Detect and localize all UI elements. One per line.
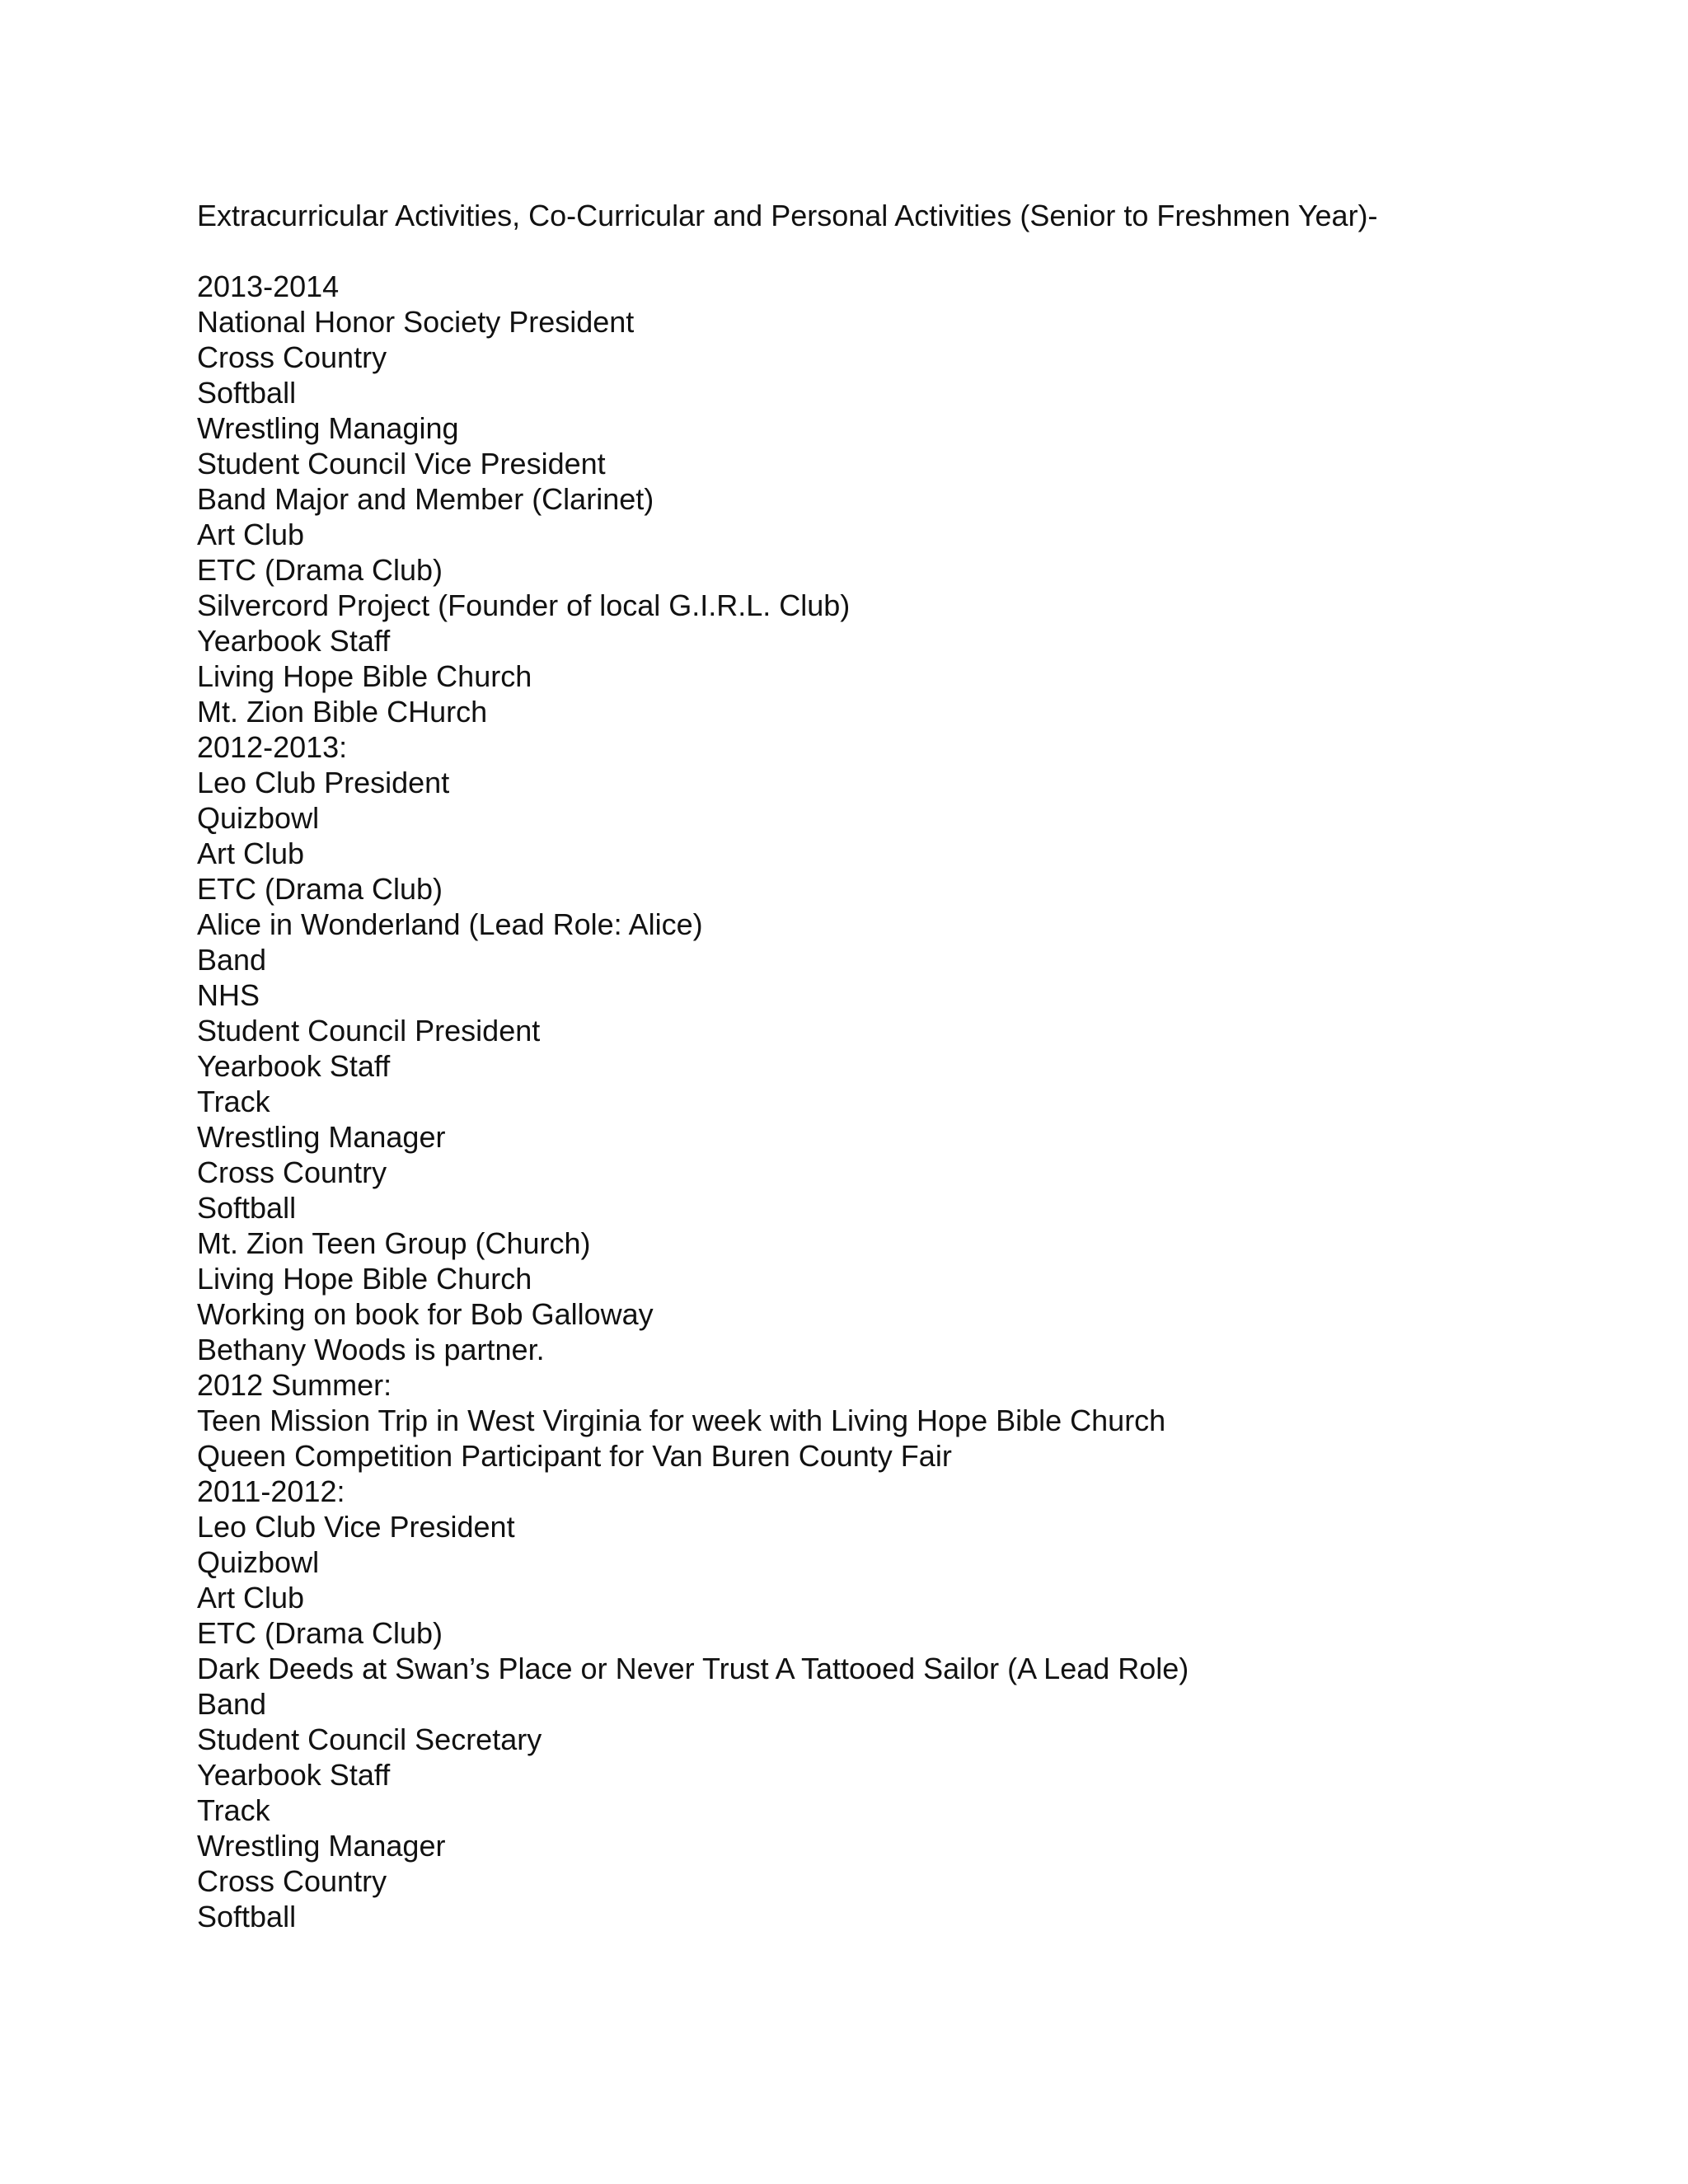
list-item: Band: [197, 1687, 267, 1721]
list-item: Yearbook Staff: [197, 1758, 391, 1792]
list-item: Softball: [197, 1900, 297, 1933]
list-item: Band Major and Member (Clarinet): [197, 482, 654, 516]
list-item: Teen Mission Trip in West Virginia for week with Living Hope Bible Church: [197, 1404, 1166, 1437]
list-item: Cross Country: [197, 1155, 387, 1189]
list-item: Quizbowl: [197, 801, 320, 835]
list-item: Mt. Zion Bible CHurch: [197, 695, 488, 729]
list-item: Dark Deeds at Swan’s Place or Never Trust A Tattooed Sailor (A Lead Role): [197, 1652, 1189, 1685]
list-item: Track: [197, 1085, 270, 1118]
list-item: Wrestling Manager: [197, 1120, 446, 1154]
list-item: Student Council Secretary: [197, 1722, 542, 1756]
list-item: Alice in Wonderland (Lead Role: Alice): [197, 907, 703, 941]
list-item: Working on book for Bob Galloway: [197, 1297, 654, 1331]
list-item: Mt. Zion Teen Group (Church): [197, 1226, 591, 1260]
list-item: Art Club: [197, 1581, 305, 1615]
list-item: Cross Country: [197, 340, 387, 374]
document-body: [197, 198, 1598, 1934]
list-item: 2012 Summer:: [197, 1368, 392, 1402]
list-item: ETC (Drama Club): [197, 553, 443, 587]
list-item: Softball: [197, 1191, 297, 1225]
list-item: Queen Competition Participant for Van Buren County Fair: [197, 1439, 952, 1473]
list-item: Living Hope Bible Church: [197, 1262, 532, 1296]
list-item: Softball: [197, 376, 297, 410]
list-item: Wrestling Manager: [197, 1829, 446, 1863]
list-item: Student Council Vice President: [197, 447, 606, 480]
list-item: Silvercord Project (Founder of local G.I.R.L. Club): [197, 588, 851, 622]
list-item: ETC (Drama Club): [197, 1616, 443, 1650]
list-item: Art Club: [197, 518, 305, 551]
list-item: Student Council President: [197, 1014, 541, 1047]
list-item: NHS: [197, 978, 260, 1012]
list-item: Wrestling Managing: [197, 411, 459, 445]
list-item: Band: [197, 943, 267, 977]
list-item: Yearbook Staff: [197, 1049, 391, 1083]
list-item: 2013-2014: [197, 269, 340, 303]
list-item: Cross Country: [197, 1864, 387, 1898]
list-item: Yearbook Staff: [197, 624, 391, 658]
list-item: National Honor Society President: [197, 305, 635, 339]
list-item: Track: [197, 1793, 270, 1827]
list-item: Living Hope Bible Church: [197, 659, 532, 693]
list-item: Leo Club Vice President: [197, 1510, 515, 1544]
document-heading: Extracurricular Activities, Co-Curricular and Personal Activities (Senior to Freshmen Year)-: [197, 199, 1378, 232]
list-item: ETC (Drama Club): [197, 872, 443, 906]
activity-list: [197, 269, 1598, 1934]
list-item: Bethany Woods is partner.: [197, 1333, 545, 1366]
list-item: Quizbowl: [197, 1545, 320, 1579]
list-item: Art Club: [197, 837, 305, 870]
list-item: 2011-2012:: [197, 1474, 345, 1508]
blank-line: [197, 233, 1598, 269]
list-item: Leo Club President: [197, 766, 450, 799]
list-item: 2012-2013:: [197, 730, 348, 764]
